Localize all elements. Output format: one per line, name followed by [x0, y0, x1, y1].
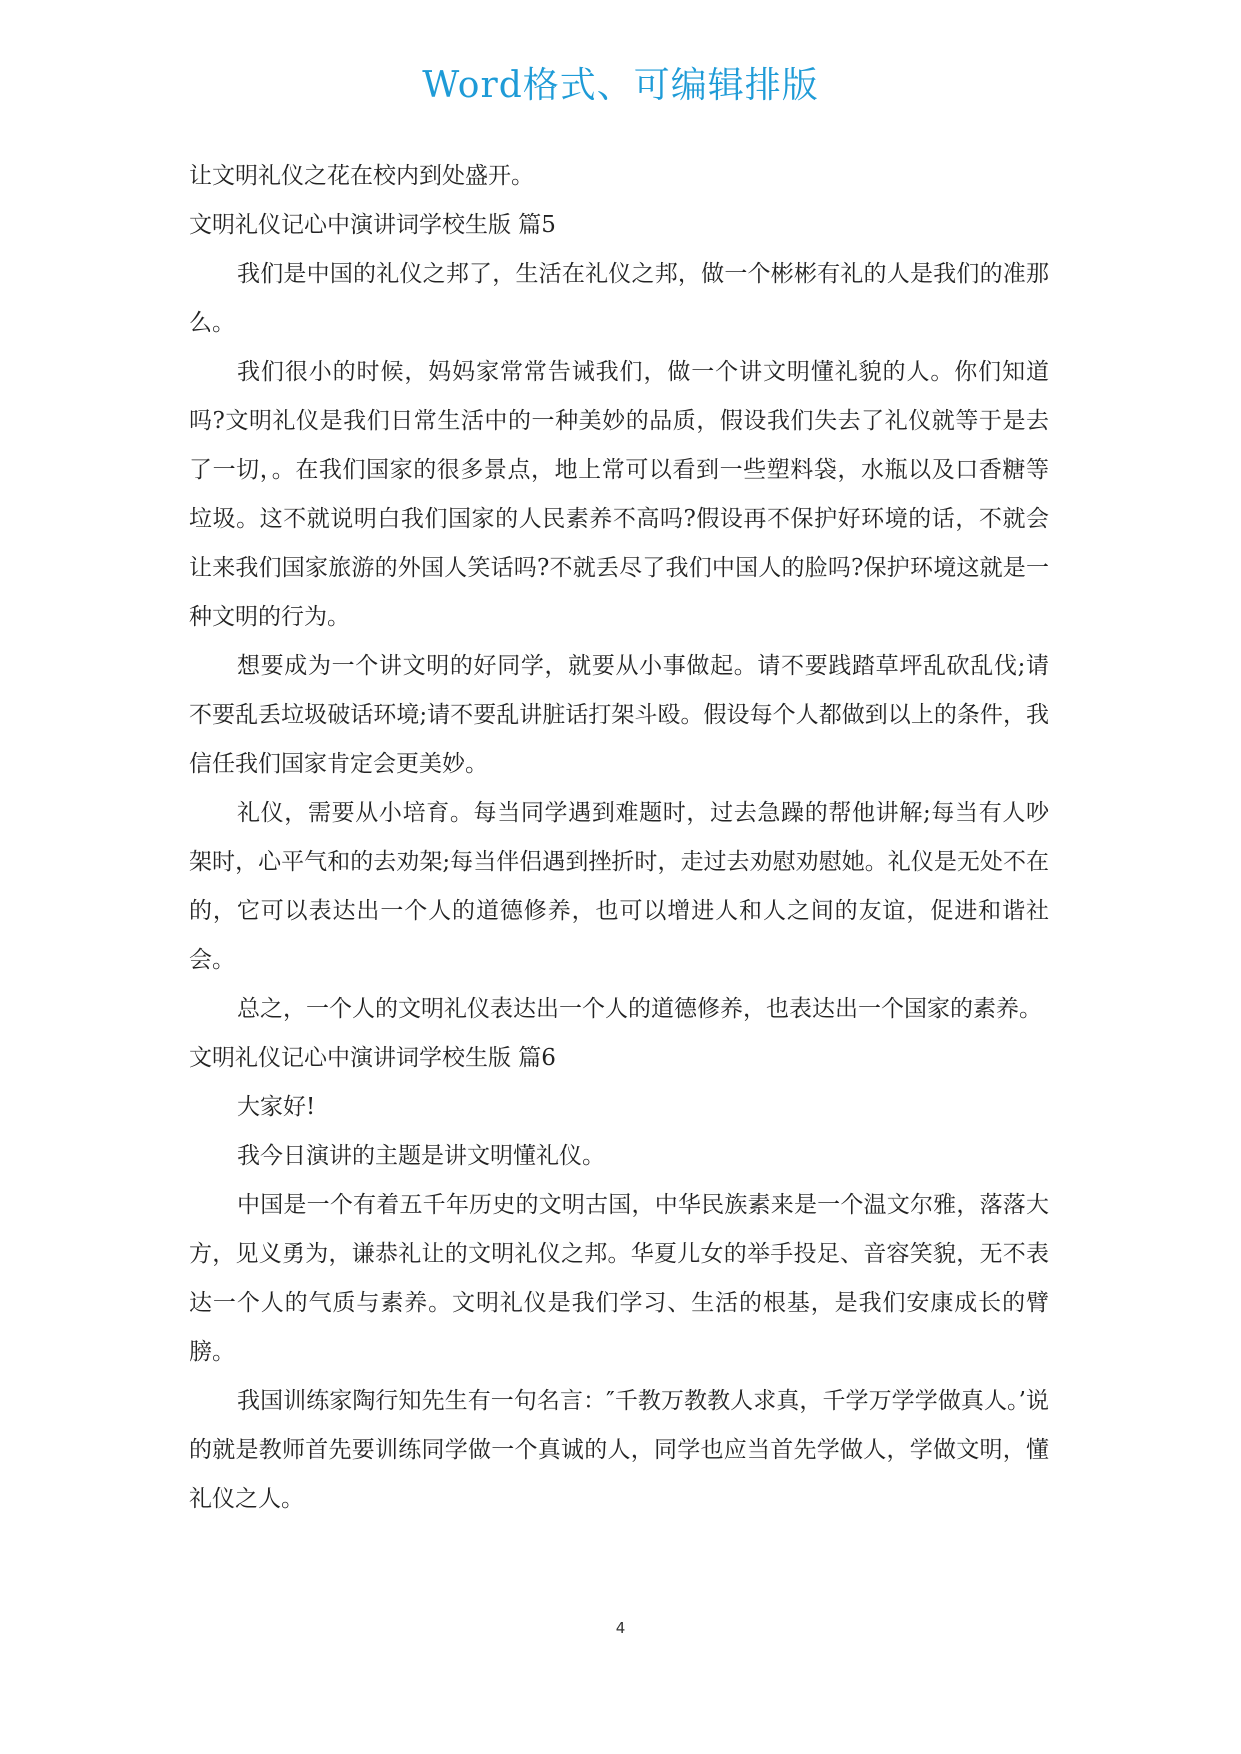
- paragraph: 中国是一个有着五千年历史的文明古国，中华民族素来是一个温文尔雅，落落大方，见义勇为，谦恭礼让的文明礼仪之邦。华夏儿女的举手投足、音容笑貌，无不表达一个人的气质与素养。文明礼仪是我们学习、生活的根基，是我们安康成长的臂膀。: [189, 1192, 1049, 1365]
- paragraph: 我国训练家陶行知先生有一句名言：″千教万教教人求真，千学万学学做真人。’说的就是教师首先要训练同学做一个真诚的人，同学也应当首先学做人，学做文明，懂礼仪之人。: [189, 1388, 1049, 1512]
- paragraph: 我今日演讲的主题是讲文明懂礼仪。: [237, 1143, 605, 1169]
- document-body: [189, 152, 1049, 1524]
- paragraph: 想要成为一个讲文明的好同学，就要从小事做起。请不要践踏草坪乱砍乱伐;请不要乱丢垃圾破话环境;请不要乱讲脏话打架斗殴。假设每个人都做到以上的条件，我信任我们国家肯定会更美妙。: [189, 653, 1049, 777]
- paragraph: 大家好!: [237, 1094, 316, 1120]
- page-header-title: Word格式、可编辑排版: [422, 65, 819, 106]
- section-heading-6: 文明礼仪记心中演讲词学校生版 篇6: [189, 1045, 556, 1071]
- page-number: 4: [615, 1619, 626, 1637]
- paragraph: 我们很小的时候，妈妈家常常告诫我们，做一个讲文明懂礼貌的人。你们知道吗?文明礼仪是我们日常生活中的一种美妙的品质，假设我们失去了礼仪就等于是去了一切，。在我们国家的很多景点，地上常可以看到一些塑料袋，水瓶以及口香糖等垃圾。这不就说明白我们国家的人民素养不高吗?假设再不保护好环境的话，不就会让来我们国家旅游的外国人笑话吗?不就丢尽了我们中国人的脸吗?保护环境这就是一种文明的行为。: [189, 359, 1049, 630]
- opening-line: 让文明礼仪之花在校内到处盛开。: [189, 163, 534, 189]
- paragraph: 我们是中国的礼仪之邦了，生活在礼仪之邦，做一个彬彬有礼的人是我们的准那么。: [189, 261, 1049, 336]
- section-heading-5: 文明礼仪记心中演讲词学校生版 篇5: [189, 212, 556, 238]
- paragraph: 总之，一个人的文明礼仪表达出一个人的道德修养，也表达出一个国家的素养。: [237, 996, 1042, 1022]
- paragraph: 礼仪，需要从小培育。每当同学遇到难题时，过去急躁的帮他讲解;每当有人吵架时，心平气和的去劝架;每当伴侣遇到挫折时，走过去劝慰劝慰她。礼仪是无处不在的，它可以表达出一个人的道德修养，也可以增进人和人之间的友谊，促进和谐社会。: [189, 800, 1049, 973]
